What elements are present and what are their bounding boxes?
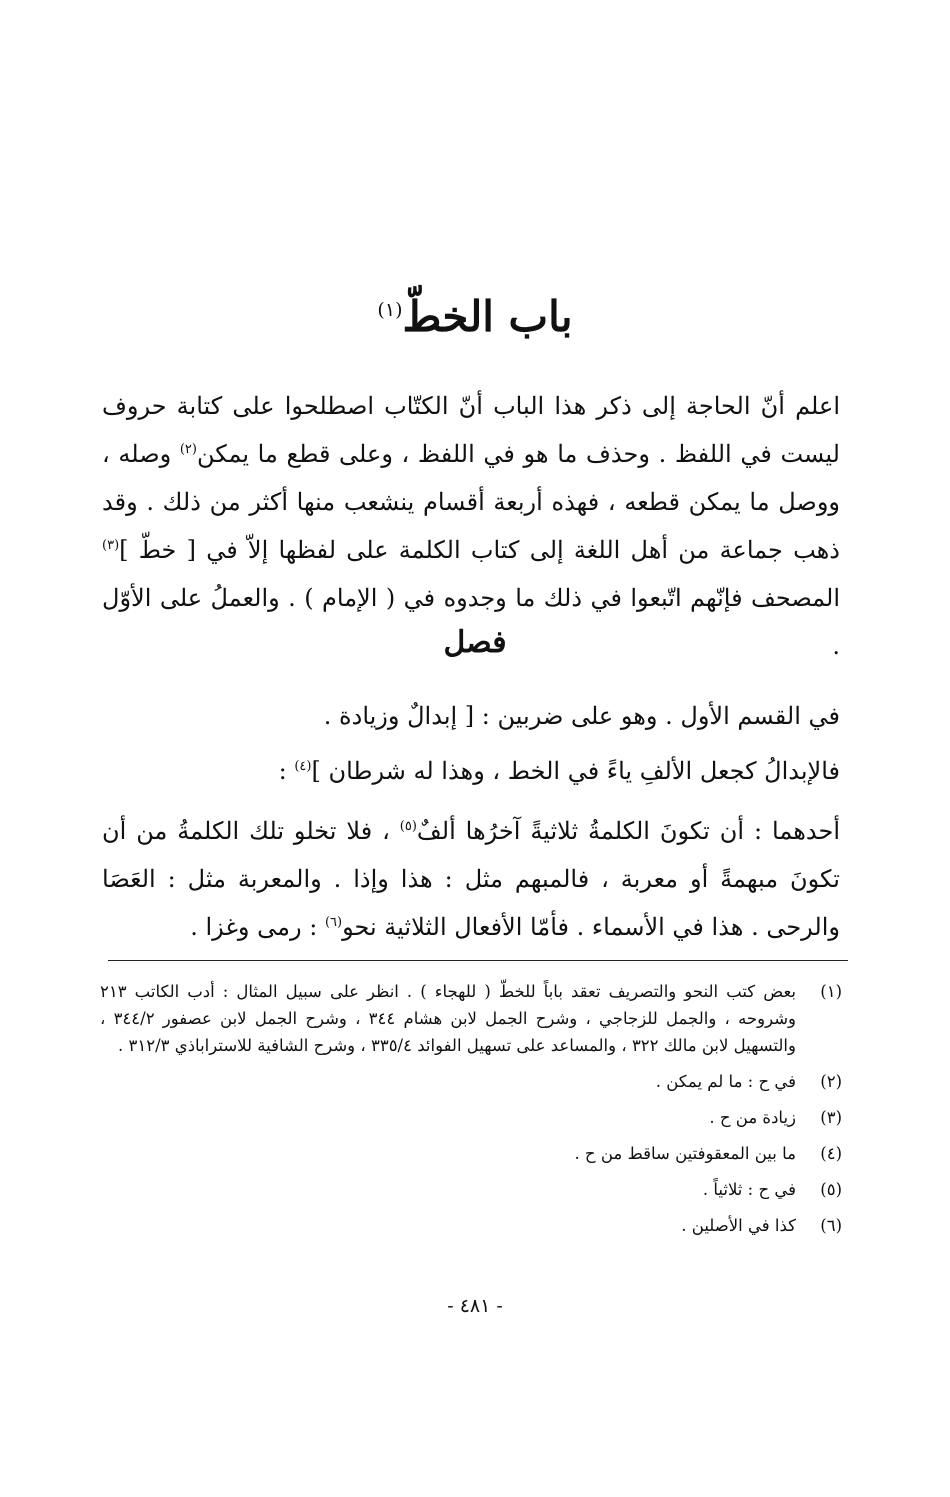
chapter-title-footnote-ref: (١)	[377, 299, 403, 321]
substitution-tail: :	[278, 757, 295, 785]
condition-text-part1: أحدهما : أن تكونَ الكلمةُ ثلاثيةً آخرُها ألفٌ	[416, 817, 840, 845]
footnote-text: ما بين المعقوفتين ساقط من ح .	[574, 1144, 796, 1163]
paragraph-substitution	[102, 747, 840, 795]
chapter-title-text: باب الخطّ	[402, 292, 573, 341]
footnote-item	[100, 1176, 842, 1203]
section-heading: فصل	[443, 625, 507, 660]
footnote-ref-4: (٤)	[294, 759, 312, 774]
page-number: - ٤٨١ -	[447, 1295, 503, 1317]
paragraph-first-section: في القسم الأول . وهو على ضربين : [ إبدالٌ وزيادة .	[323, 702, 840, 730]
chapter-title	[0, 292, 950, 342]
intro-text-part2: وصله ، ووصل ما يمكن قطعه ، فهذه أربعة أقسام ينشعب منها أكثر من ذلك . وقد ذهب جماعة من أهل اللغة إلى كتاب الكلمة على لفظها إلاّ في [ خطّ ]	[102, 440, 840, 564]
condition-text-part2: ، فلا تخلو تلك الكلمةُ من أن تكونَ مبهمةً أو معربة ، فالمبهم مثل : هذا وإذا . والمعربة مثل : العَصَا والرحى . هذا في الأسماء . فأمّا الأفعال الثلاثية نحو	[102, 817, 840, 941]
footnote-ref-2: (٢)	[179, 442, 197, 457]
footnote-text: زيادة من ح .	[709, 1108, 796, 1127]
paragraph-condition-one	[102, 807, 840, 951]
footnote-text: في ح : ثلاثياً .	[702, 1180, 796, 1199]
footnote-number: (٤)	[820, 1144, 842, 1163]
footnote-ref-6: (٦)	[324, 915, 343, 930]
footnote-item	[100, 1140, 842, 1167]
footnote-ref-3: (٣)	[102, 538, 120, 553]
footnote-separator	[108, 960, 848, 961]
footnote-item	[100, 1212, 842, 1239]
footnote-number: (٦)	[820, 1216, 842, 1235]
footnote-number: (٢)	[820, 1072, 842, 1091]
footnote-item	[100, 1104, 842, 1131]
footnotes	[100, 978, 842, 1248]
footnote-number: (١)	[820, 982, 842, 1001]
footnote-number: (٣)	[820, 1108, 842, 1127]
intro-text-part1: اعلم أنّ الحاجة إلى ذكر هذا الباب أنّ الكتّاب اصطلحوا على كتابة حروف ليست في اللفظ . وحذف ما هو في اللفظ ، وعلى قطع ما يمكن	[102, 392, 840, 468]
footnote-text: كذا في الأصلين .	[681, 1216, 796, 1235]
footnote-text: في ح : ما لم يمكن .	[655, 1072, 796, 1091]
footnote-ref-5: (٥)	[399, 819, 417, 834]
condition-text-part3: : رمى وغزا .	[190, 913, 325, 941]
footnote-item	[100, 1068, 842, 1095]
intro-text-part3: المصحف فإنّهم اتّبعوا في ذلك ما وجدوه في ( الإمام ) . والعملُ على الأوّل .	[102, 584, 840, 660]
footnote-text: بعض كتب النحو والتصريف تعقد باباً للخطّ ( للهجاء ) . انظر على سبيل المثال : أدب الكاتب ٢١٣ وشروحه ، والجمل للزجاجي ، وشرح الجمل لابن هشام ٣٤٤ ، وشرح الجمل لابن عصفور ٣٤٤/٢ ، والتسهيل لابن مالك ٣٢٢ ، والمساعد على تسهيل الفوائد ٣٣٥/٤ ، وشرح الشافية للاستراباذي ٣١٢/٣ .	[100, 982, 796, 1055]
substitution-text: فالإبدالُ كجعل الألفِ ياءً في الخط ، وهذا له شرطان ]	[311, 757, 840, 785]
footnote-item	[100, 978, 842, 1059]
footnote-number: (٥)	[820, 1180, 842, 1199]
